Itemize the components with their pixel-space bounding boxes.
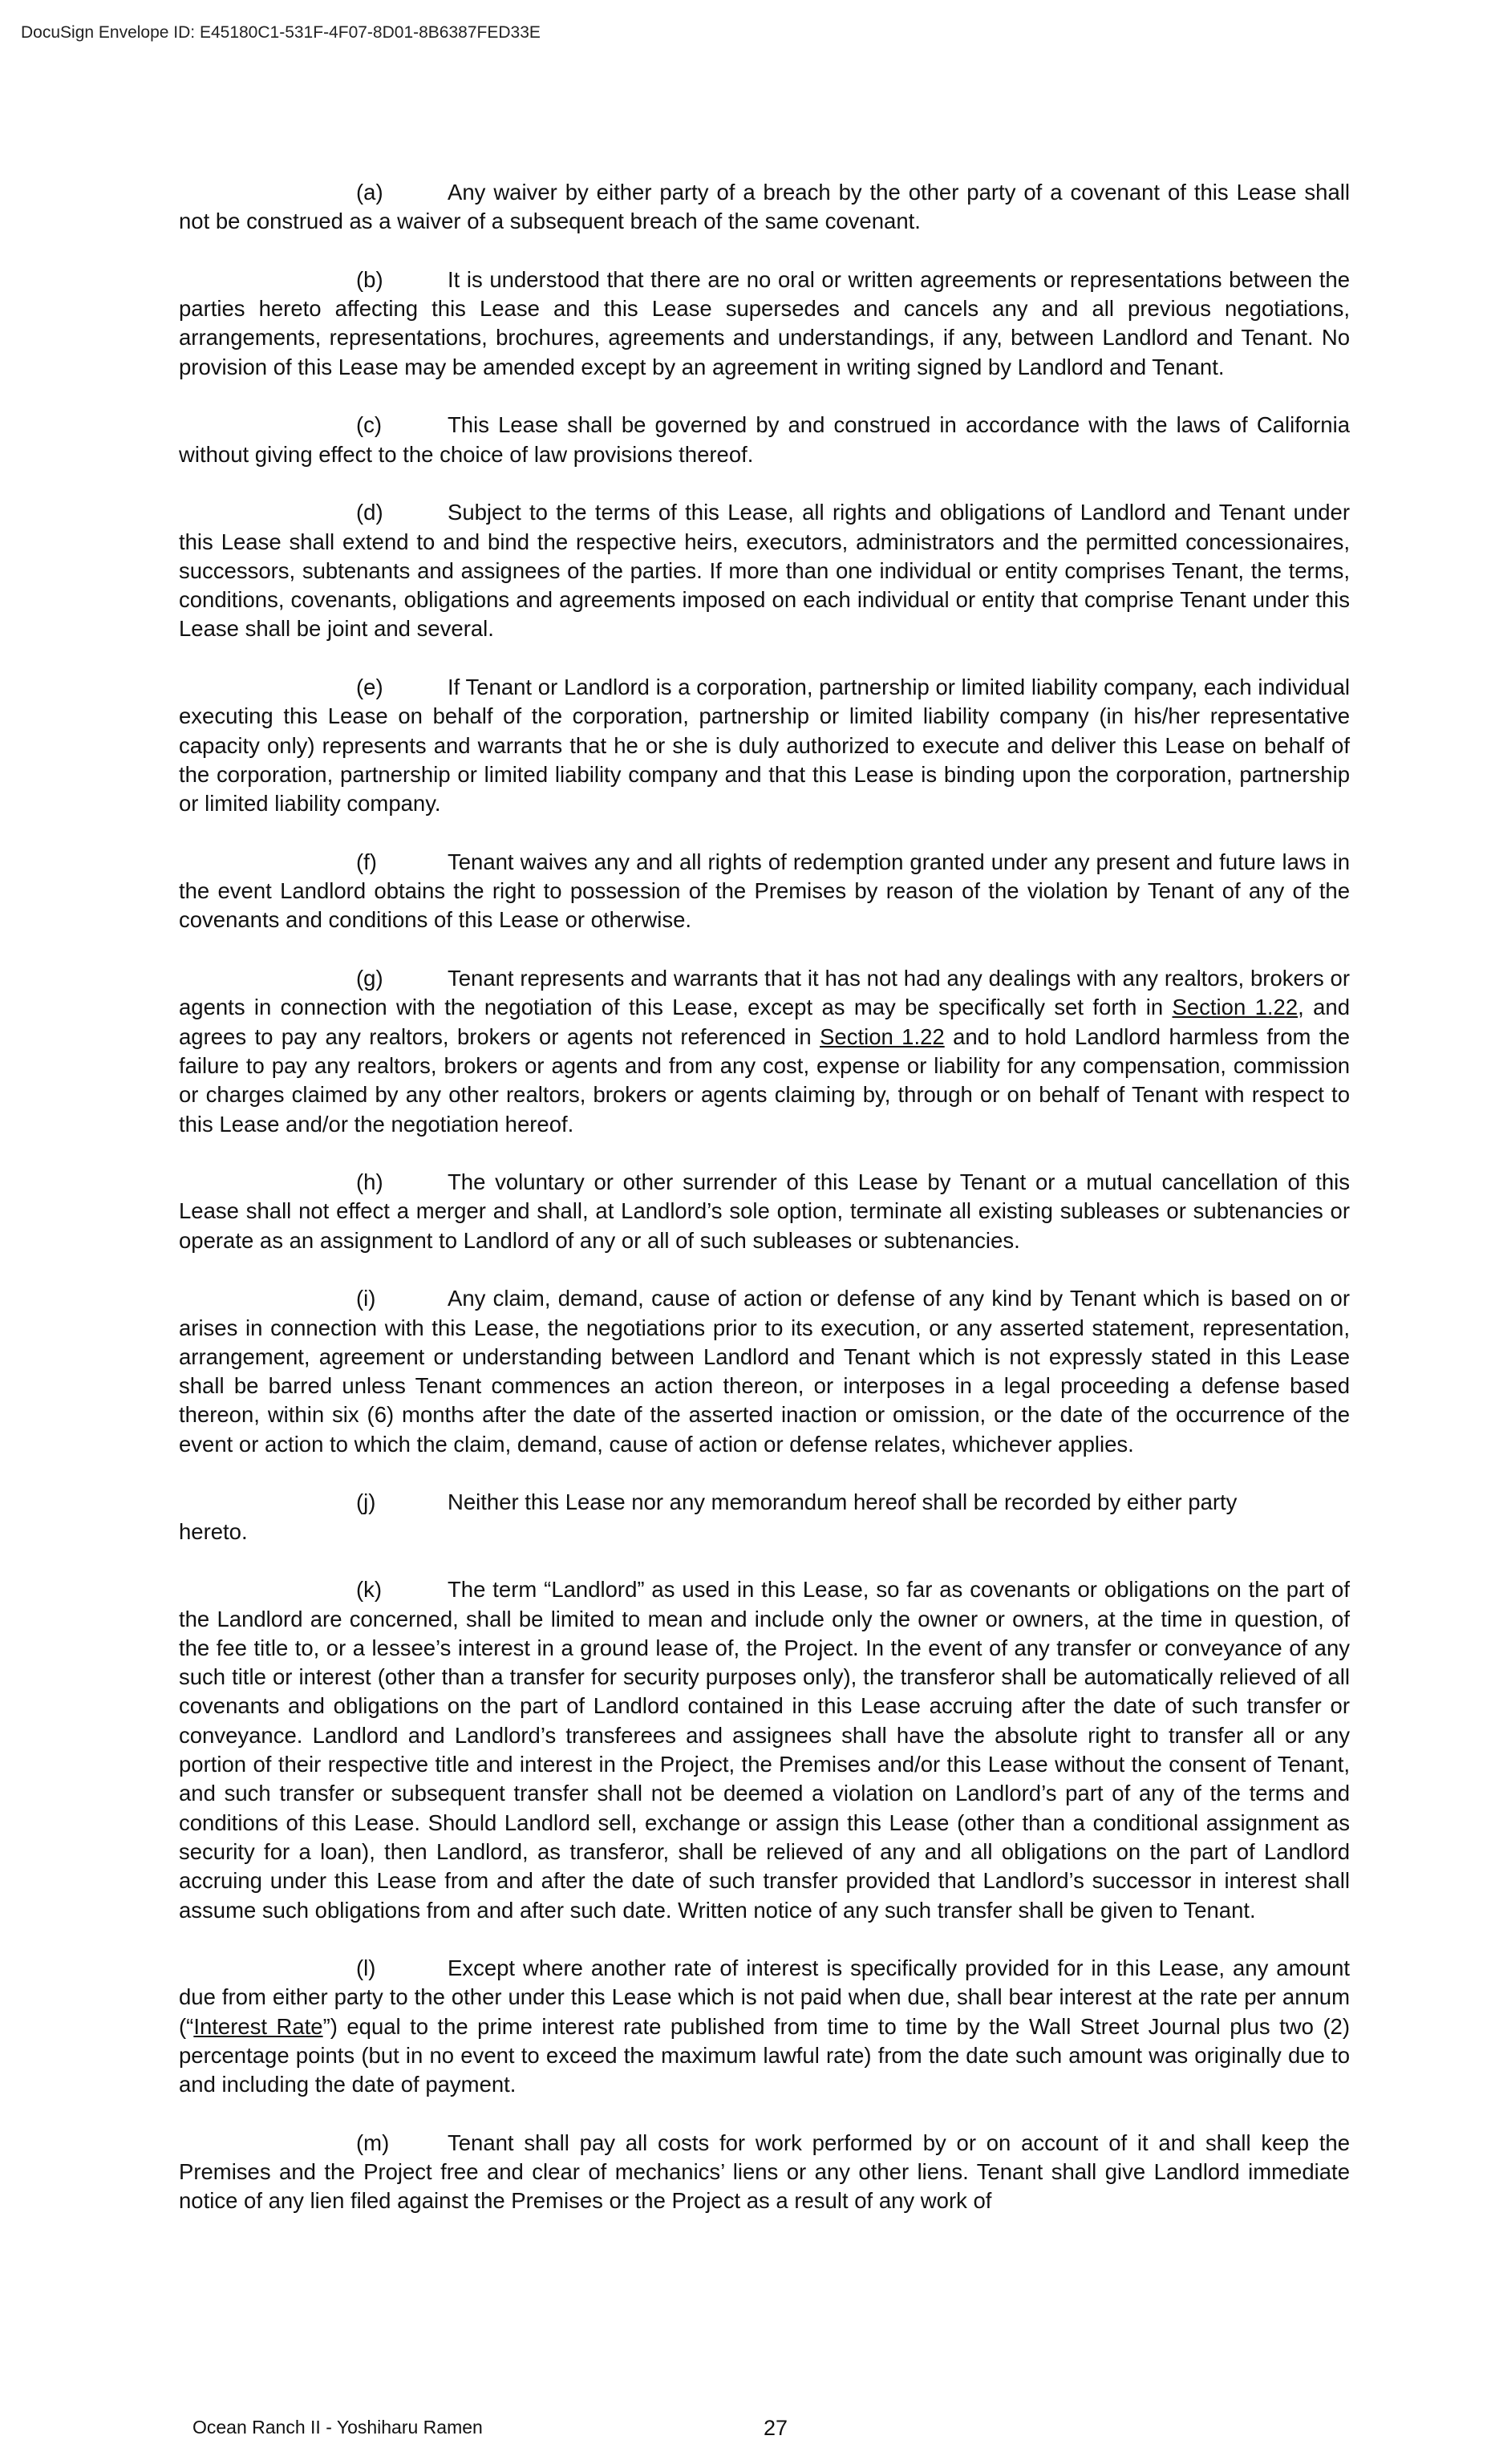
paragraph-g <box>179 964 1350 1139</box>
paragraph-b <box>179 265 1350 382</box>
section-reference: Section 1.22 <box>820 1023 945 1049</box>
paragraph-label: (k) <box>356 1577 383 1603</box>
paragraph-text: This Lease shall be governed by and construed in accordance with the laws of California without giving effect to the choice of law provisions thereof. <box>179 412 1350 467</box>
paragraph-label: (j) <box>356 1489 376 1515</box>
section-reference: Section 1.22 <box>1172 995 1299 1020</box>
paragraph-label: (a) <box>356 180 383 205</box>
paragraph-h <box>179 1168 1350 1255</box>
paragraph-l <box>179 1954 1350 2099</box>
paragraph-text: Neither this Lease nor any memorandum hereof shall be recorded by either party <box>448 1489 1238 1515</box>
paragraph-label: (f) <box>356 849 377 874</box>
lease-body <box>179 178 1350 2216</box>
paragraph-label: (m) <box>356 2130 390 2155</box>
paragraph-text: Tenant waives any and all rights of redemption granted under any present and future laws in the event Landlord obtains the right to possession of the Premises by reason of the violation by Tenant of any of the covenants and conditions of this Lease or otherwise. <box>179 849 1350 933</box>
paragraph-text: The term “Landlord” as used in this Lease, so far as covenants or obligations on the part of the Landlord are concerned, shall be limited to mean and include only the owner or owners, at the time in question, of the fee title to, or a lessee’s interest in a ground lease of, the Project. In the event of any transfer or conveyance of any such title or interest (other than a transfer for security purposes only), the transferor shall be automatically relieved of all covenants and obligations on the part of Landlord contained in this Lease accruing after the date of such transfer or conveyance. Landlord and Landlord’s transferees and assignees shall have the absolute right to transfer all or any portion of their respective title and interest in the Project, the Premises and/or this Lease without the consent of Tenant, and such transfer or subsequent transfer shall not be deemed a violation on Landlord’s part of any of the terms and conditions of this Lease. Should Landlord sell, exchange or assign this Lease (other than a conditional assignment as security for a loan), then Landlord, as transferor, shall be relieved of any and all obligations on the part of Landlord accruing under this Lease from and after the date of such transfer provided that Landlord’s successor in interest shall assume such obligations from and after such date. Written notice of any such transfer shall be given to Tenant. <box>179 1577 1350 1923</box>
paragraph-text: ”) equal to the prime interest rate published from time to time by the Wall Street Journal plus two (2) percentage points (but in no event to exceed the maximum lawful rate) from the date such amount was originally due to and including the date of payment. <box>179 2013 1350 2097</box>
paragraph-text: Tenant shall pay all costs for work performed by or on account of it and shall keep the Premises and the Project free and clear of mechanics’ liens or any other liens. Tenant shall give Landlord immediate notice of any lien filed against the Premises or the Project as a result of any work of <box>179 2130 1350 2214</box>
paragraph-text: , and agrees to pay any realtors, brokers or agents not referenced in <box>179 995 1350 1049</box>
paragraph-text-continuation: hereto. <box>179 1518 248 1544</box>
paragraph-label: (e) <box>356 675 383 700</box>
paragraph-c <box>179 411 1350 469</box>
paragraph-text: Any claim, demand, cause of action or defense of any kind by Tenant which is based on or arises in connection with this Lease, the negotiations prior to its execution, or any asserted statement, representation, arrangement, agreement or understanding between Landlord and Tenant which is not expressly stated in this Lease shall be barred unless Tenant commences an action thereon, or interposes in a legal proceeding a defense based thereon, within six (6) months after the date of the asserted inaction or omission, or the date of the occurrence of the event or action to which the claim, demand, cause of action or defense relates, whichever applies. <box>179 1286 1350 1457</box>
paragraph-text: Subject to the terms of this Lease, all rights and obligations of Landlord and Tenant under this Lease shall extend to and bind the respective heirs, executors, administrators and the permitted concessionaires, successors, subtenants and assignees of the parties. If more than one individual or entity comprises Tenant, the terms, conditions, covenants, obligations and agreements imposed on each individual or entity that comprise Tenant under this Lease shall be joint and several. <box>179 500 1350 642</box>
paragraph-m <box>179 2129 1350 2216</box>
paragraph-label: (l) <box>356 1955 376 1981</box>
paragraph-text: The voluntary or other surrender of this Lease by Tenant or a mutual cancellation of this Lease shall not effect a merger and shall, at Landlord’s sole option, terminate all existing subleases or subtenancies or operate as an assignment to Landlord of any or all of such subleases or subtenancies. <box>179 1169 1350 1253</box>
paragraph-label: (c) <box>356 412 383 438</box>
paragraph-label: (h) <box>356 1169 383 1195</box>
paragraph-text: If Tenant or Landlord is a corporation, partnership or limited liability company, each individual executing this Lease on behalf of the corporation, partnership or limited liability company (in his/her representative capacity only) represents and warrants that he or she is duly authorized to execute and deliver this Lease on behalf of the corporation, partnership or limited liability company and that this Lease is binding upon the corporation, partnership or limited liability company. <box>179 675 1350 817</box>
paragraph-label: (d) <box>356 500 383 525</box>
footer-document-title: Ocean Ranch II - Yoshiharu Ramen <box>192 2417 483 2438</box>
docusign-envelope-id: DocuSign Envelope ID: E45180C1-531F-4F07-8D01-8B6387FED33E <box>21 23 541 42</box>
paragraph-label: (g) <box>356 966 383 991</box>
paragraph-label: (i) <box>356 1286 376 1311</box>
defined-term: Interest Rate <box>193 2013 323 2039</box>
paragraph-f <box>179 848 1350 935</box>
paragraph-text: It is understood that there are no oral or written agreements or representations between the parties hereto affecting this Lease and this Lease supersedes and cancels any and all previous negotiations, arrangements, representations, brochures, agreements and understandings, if any, between Landlord and Tenant. No provision of this Lease may be amended except by an agreement in writing signed by Landlord and Tenant. <box>179 266 1350 379</box>
paragraph-text: and to hold Landlord harmless from the failure to pay any realtors, brokers or agents and from any cost, expense or liability for any compensation, commission or charges claimed by any other realtors, brokers or agents claiming by, through or on behalf of Tenant with respect to this Lease and/or the negotiation hereof. <box>179 1023 1351 1137</box>
paragraph-text: Except where another rate of interest is specifically provided for in this Lease, any amount due from either party to the other under this Lease which is not paid when due, shall bear interest at the rate per annum (“ <box>179 1955 1350 2039</box>
paragraph-a <box>179 178 1350 237</box>
paragraph-k <box>179 1575 1350 1925</box>
paragraph-label: (b) <box>356 266 383 292</box>
paragraph-text: Tenant represents and warrants that it has not had any dealings with any realtors, brokers or agents in connection with the negotiation of this Lease, except as may be specifically set forth in <box>179 966 1350 1020</box>
paragraph-d <box>179 498 1350 643</box>
page-number: 27 <box>764 2416 788 2440</box>
paragraph-e <box>179 673 1350 818</box>
paragraph-text: Any waiver by either party of a breach by the other party of a covenant of this Lease shall not be construed as a waiver of a subsequent breach of the same covenant. <box>179 180 1350 234</box>
paragraph-i <box>179 1284 1350 1459</box>
paragraph-j <box>179 1488 1350 1546</box>
